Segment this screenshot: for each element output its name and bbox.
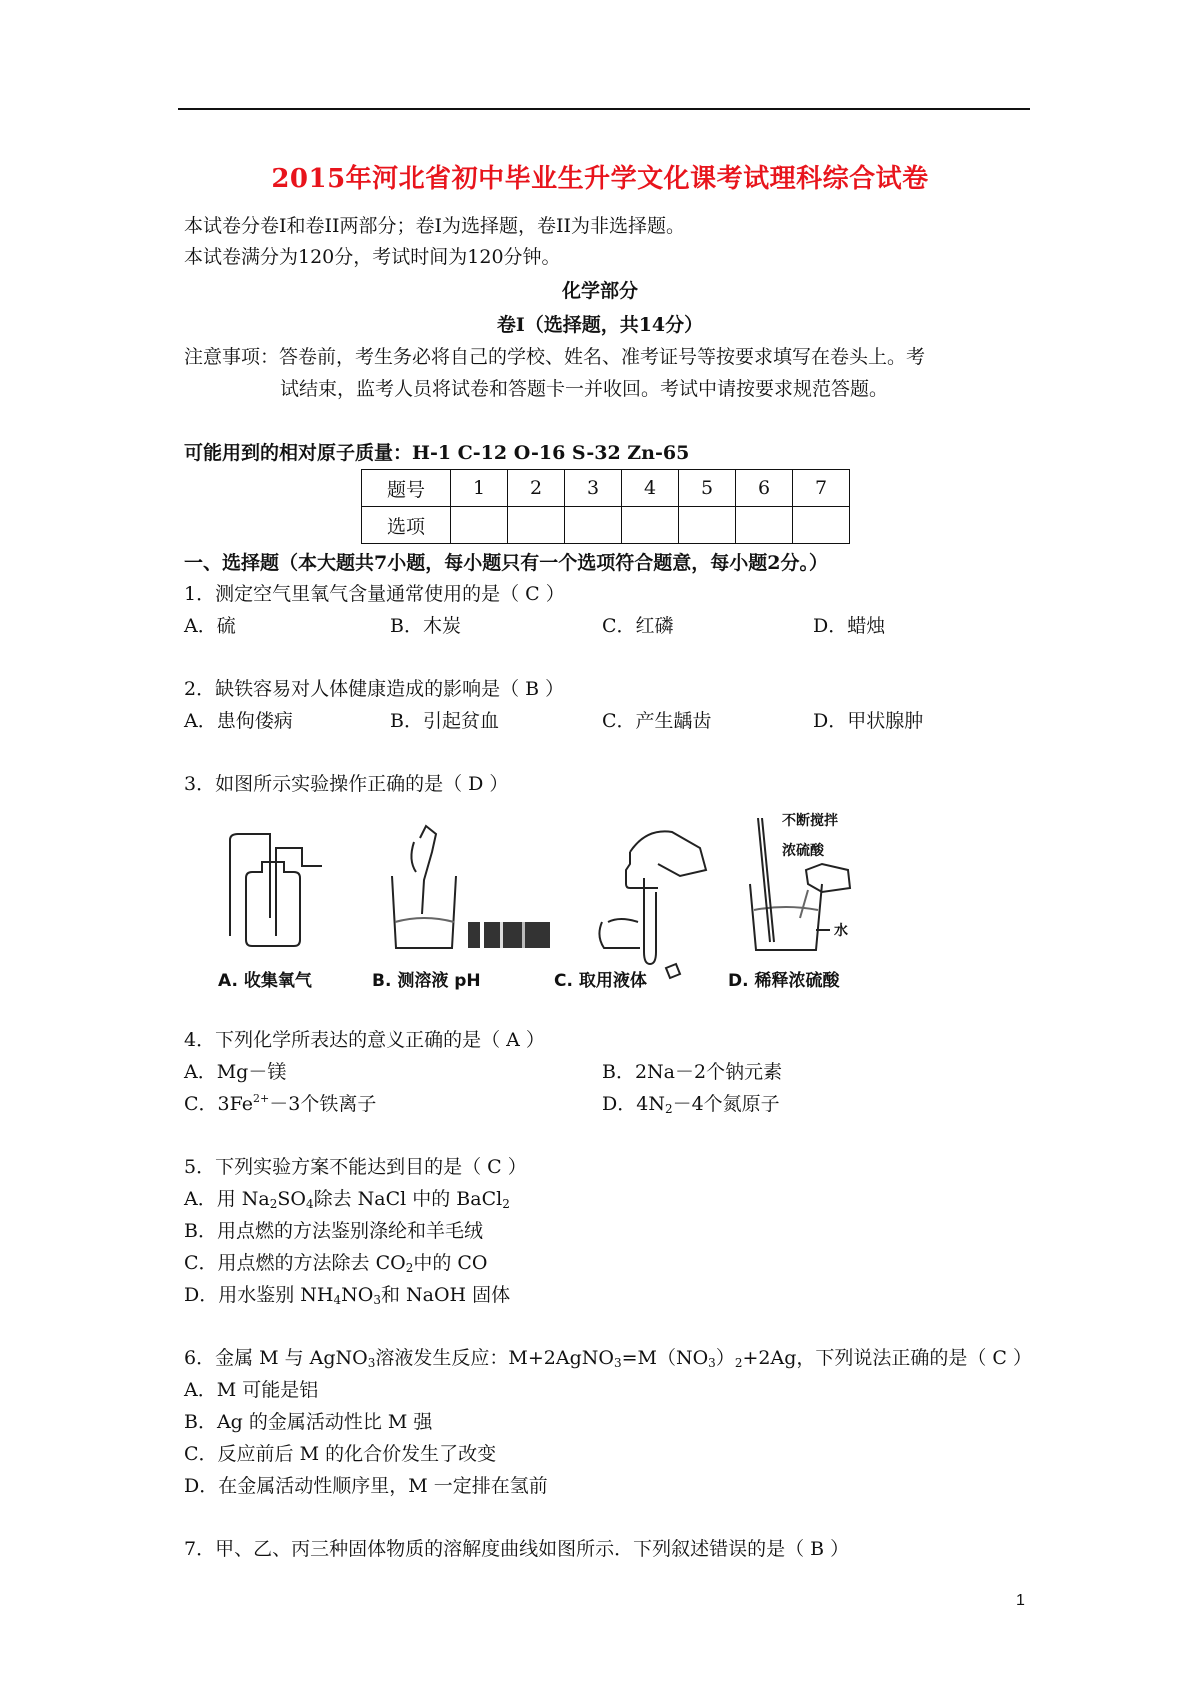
q2-option-d: D．甲状腺肿 <box>813 710 924 732</box>
gas-collection-bottle-illustration <box>230 834 322 946</box>
q4-d-subscript: 2 <box>664 1102 673 1116</box>
figure-label-stir: 不断搅拌 <box>782 813 838 829</box>
choice-heading: 一、选择题（本大题共7小题，每小题只有一个选项符合题意，每小题2分。） <box>184 552 828 574</box>
ph-color-chart-illustration <box>468 922 550 948</box>
q6-stem-text: +2Ag，下列说法正确的是（ C ） <box>742 1347 1032 1369</box>
answer-cell[interactable] <box>451 507 508 544</box>
q4-stem: 4．下列化学所表达的意义正确的是（ A ） <box>184 1029 545 1051</box>
intro-line-2: 本试卷满分为120分，考试时间为120分钟。 <box>184 246 561 268</box>
answer-cell[interactable] <box>508 507 565 544</box>
q5-d-text: NO <box>341 1284 374 1306</box>
answer-cell[interactable] <box>793 507 850 544</box>
q2-option-b: B．引起贫血 <box>390 710 499 732</box>
page-number: 1 <box>1016 1592 1025 1609</box>
q1-stem: 1．测定空气里氧气含量通常使用的是（ C ） <box>184 583 565 605</box>
figure-label-water: 水 <box>834 923 848 939</box>
q6-option-d: D．在金属活动性顺序里，M 一定排在氢前 <box>184 1475 548 1497</box>
q6-stem-text: ） <box>715 1347 735 1369</box>
q4-option-a: A．Mg－镁 <box>184 1061 287 1083</box>
figure-caption-d: D. 稀释浓硫酸 <box>728 971 840 991</box>
top-rule <box>178 108 1030 110</box>
figure-caption-a: A. 收集氧气 <box>218 971 312 991</box>
q5-c-sub: 2 <box>405 1261 414 1275</box>
q4-c-formula: C．3Fe <box>184 1093 254 1115</box>
q5-d-sub: 4 <box>333 1293 342 1307</box>
q4-option-d <box>602 1092 780 1116</box>
part-title: 卷I（选择题，共14分） <box>496 314 704 336</box>
q5-a-sub: 4 <box>305 1197 314 1211</box>
q6-stem-text: 6．金属 M 与 AgNO <box>184 1347 368 1369</box>
q2-stem: 2．缺铁容易对人体健康造成的影响是（ B ） <box>184 678 565 700</box>
q5-option-a <box>184 1187 510 1211</box>
q5-d-text: D．用水鉴别 NH <box>184 1284 334 1306</box>
q6-option-b: B．Ag 的金属活动性比 M 强 <box>184 1411 433 1433</box>
answer-cell[interactable] <box>565 507 622 544</box>
q6-stem-sub: 2 <box>734 1356 743 1370</box>
answer-table-answer-row <box>362 507 850 544</box>
q5-c-text: 中的 CO <box>413 1252 488 1274</box>
number-cell: 5 <box>679 470 736 507</box>
header-label-cell: 题号 <box>362 470 451 507</box>
q4-option-c <box>184 1092 376 1116</box>
q5-d-sub: 3 <box>373 1293 381 1307</box>
number-cell: 7 <box>793 470 850 507</box>
q5-d-text: 和 NaOH 固体 <box>380 1284 511 1306</box>
answer-label-cell: 选项 <box>362 507 451 544</box>
exam-title: 2015年河北省初中毕业生升学文化课考试理科综合试卷 <box>271 164 929 194</box>
q1-option-c: C．红磷 <box>602 615 674 637</box>
figure-caption-b: B. 测溶液 pH <box>372 971 481 991</box>
q5-stem: 5．下列实验方案不能达到目的是（ C ） <box>184 1156 527 1178</box>
q6-stem-sub: 3 <box>708 1356 716 1370</box>
q2-option-c: C．产生龋齿 <box>602 710 712 732</box>
q5-c-text: C．用点燃的方法除去 CO <box>184 1252 406 1274</box>
notice-line-1: 注意事项：答卷前，考生务必将自己的学校、姓名、准考证号等按要求填写在卷头上。考 <box>184 346 926 368</box>
atomic-masses: 可能用到的相对原子质量：H-1 C-12 O-16 S-32 Zn-65 <box>184 442 690 464</box>
q5-a-text: 除去 NaCl 中的 BaCl <box>313 1188 503 1210</box>
answer-cell[interactable] <box>622 507 679 544</box>
number-cell: 4 <box>622 470 679 507</box>
q5-a-sub: 2 <box>269 1197 278 1211</box>
notice-line-2: 试结束，监考人员将试卷和答题卡一并收回。考试中请按要求规范答题。 <box>280 378 889 400</box>
answer-cell[interactable] <box>736 507 793 544</box>
intro-line-1: 本试卷分卷I和卷II两部分；卷I为选择题，卷II为非选择题。 <box>184 215 686 237</box>
q2-option-a: A．患佝偻病 <box>184 710 293 732</box>
q7-stem: 7．甲、乙、丙三种固体物质的溶解度曲线如图所示．下列叙述错误的是（ B ） <box>184 1538 850 1560</box>
q4-d-meaning: －4个氮原子 <box>672 1093 780 1115</box>
q5-a-sub: 2 <box>502 1197 510 1211</box>
q4-c-meaning: －3个铁离子 <box>269 1093 377 1115</box>
q6-option-c: C．反应前后 M 的化合价发生了改变 <box>184 1443 497 1465</box>
q5-a-text: SO <box>277 1188 306 1210</box>
q6-stem-text: =M（NO <box>621 1347 709 1369</box>
figure-label-acid: 浓硫酸 <box>782 843 824 859</box>
q6-stem-text: 溶液发生反应：M+2AgNO <box>375 1347 614 1369</box>
number-cell: 2 <box>508 470 565 507</box>
section-title: 化学部分 <box>561 280 638 302</box>
q4-d-formula: D．4N <box>602 1093 665 1115</box>
liquid-pouring-illustration <box>599 831 706 978</box>
ph-test-illustration <box>392 826 456 948</box>
q3-stem: 3．如图所示实验操作正确的是（ D ） <box>184 773 509 795</box>
figure-caption-c: C. 取用液体 <box>554 971 647 991</box>
q4-c-charge: 2+ <box>253 1092 270 1105</box>
answer-table-header-row <box>362 470 850 507</box>
number-cell: 1 <box>451 470 508 507</box>
q6-stem-sub: 3 <box>367 1356 376 1370</box>
q5-a-text: A．用 Na <box>184 1188 270 1210</box>
q1-option-b: B．木炭 <box>390 615 461 637</box>
q6-stem-sub: 3 <box>613 1356 622 1370</box>
q5-option-d <box>184 1283 510 1307</box>
answer-cell[interactable] <box>679 507 736 544</box>
q6-option-a: A．M 可能是铝 <box>184 1379 319 1401</box>
q5-option-c <box>184 1251 488 1275</box>
number-cell: 3 <box>565 470 622 507</box>
number-cell: 6 <box>736 470 793 507</box>
q1-option-a: A．硫 <box>184 615 236 637</box>
q4-option-b: B．2Na－2个钠元素 <box>602 1061 783 1083</box>
q6-stem <box>184 1346 1032 1370</box>
q5-option-b: B．用点燃的方法鉴别涤纶和羊毛绒 <box>184 1220 483 1242</box>
answer-table <box>361 469 850 544</box>
q1-option-d: D．蜡烛 <box>813 615 886 637</box>
q3-figure <box>210 813 890 1000</box>
